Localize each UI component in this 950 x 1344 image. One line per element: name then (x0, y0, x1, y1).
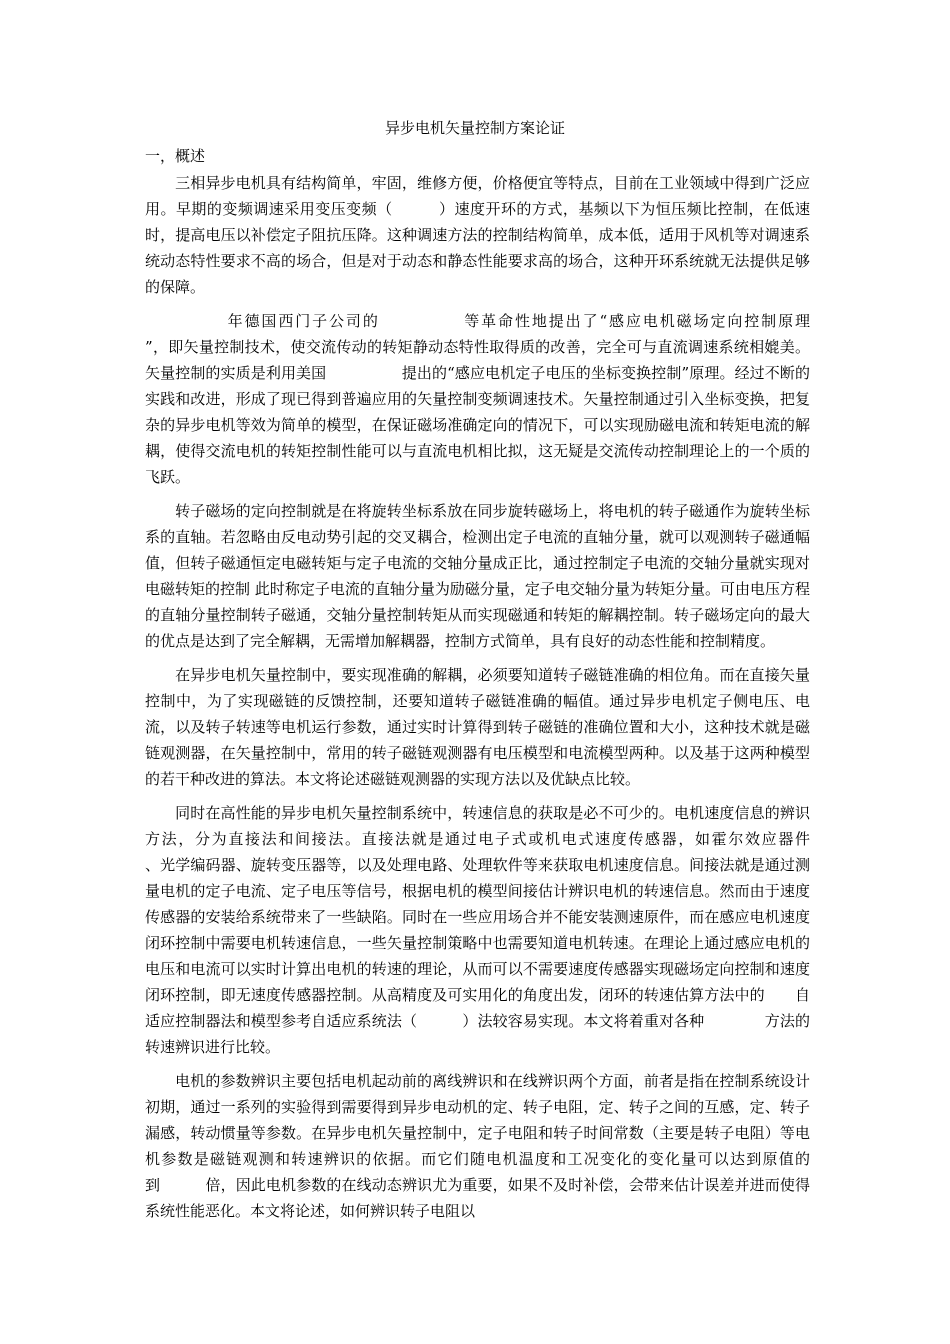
paragraph-3: 转子磁场的定向控制就是在将旋转坐标系放在同步旋转磁场上，将电机的转子磁通作为旋转坐标系的直轴。若忽略由反电动势引起的交叉耦合，检测出定子电流的直轴分量，就可以观测转子磁通幅值，但转子磁通恒定电磁转矩与定子电流的交轴分量成正比，通过控制定子电流的交轴分量就实现对电磁转矩的控制 此时称定子电流的直轴分量为励磁分量，定子电交轴分量为转矩分量。可由电压方程的直轴分量控制转子磁通，交轴分量控制转矩从而实现磁通和转矩的解耦控制。转子磁场定向的最大的优点是达到了完全解耦，无需增加解耦器，控制方式简单，具有良好的动态性能和控制精度。 (145, 502, 810, 650)
document-body (145, 170, 916, 1232)
paragraph-5: 同时在高性能的异步电机矢量控制系统中，转速信息的获取是必不可少的。电机速度信息的辨识方法，分为直接法和间接法。直接法就是通过电子式或机电式速度传感器，如霍尔效应器件 、光学编码器、旋转变压器等，以及处理电路、处理软件等来获取电机速度信息。间接法就是通过测量电机的定子电流、定子电压等信号，根据电机的模型间接估计辨识电机的转速信息。然而由于速度传感器的安装给系统带来了一些缺陷。同时在一些应用场合并不能安装测速原件，而在感应电机速度闭环控制中需要电机转速信息，一些矢量控制策略中也需要知道电机转速。在理论上通过感应电机的电压和电流可以实时计算出电机的转速的理论，从而可以不需要速度传感器实现磁场定向控制和速度闭环控制，即无速度传感器控制。从高精度及可实用化的角度出发，闭环的转速估算方法中的 自适应控制器法和模型参考自适应系统法（ ）法较容易实现。本文将着重对各种 方法的转速辨识进行比较。 (145, 804, 871, 1056)
paragraph-1: 三相异步电机具有结构简单，牢固，维修方便，价格便宜等特点，目前在工业领域中得到广泛应用。早期的变频调速采用变压变频（ ）速度开环的方式，基频以下为恒压频比控制，在低速时，提高电压以补偿定子阻抗压降。这种调速方法的控制结构简单，成本低，适用于风机等对调速系统动态特性要求不高的场合，但是对于动态和静态性能要求高的场合，这种开环系统就无法提供足够的保障。 (145, 174, 810, 296)
section-heading: 一，概述 (145, 147, 206, 165)
document-title: 异步电机矢量控制方案论证 (384, 119, 565, 137)
paragraph-6: 电机的参数辨识主要包括电机起动前的离线辨识和在线辨识两个方面，前者是指在控制系统设计初期，通过一系列的实验得到需要得到异步电动机的定、转子电阻，定、转子之间的互感，定、转子漏感，转动惯量等参数。在异步电机矢量控制中，定子电阻和转子时间常数（主要是转子电阻）等电机参数是磁链观测和转速辨识的依据。而它们随电机温度和工况变化的变化量可以达到原值的 到 倍，因此电机参数的在线动态辨识尤为重要，如果不及时补偿，会带来估计误差并进而使得系统性能恶化。本文将论述，如何辨识转子电阻以 (145, 1072, 856, 1220)
paragraph-2: 年德国西门子公司的 等革命性地提出了“感应电机磁场定向控制原理 ”，即矢量控制技术，使交流传动的转矩静动态特性取得质的改善，完全可与直流调速系统相媲美。矢量控制的实质是利用美国 提出的“感应电机定子电压的坐标变换控制”原理。经过不断的实践和改进，形成了现已得到普遍应用的矢量控制变频调速技术。矢量控制通过引入坐标变换，把复杂的异步电机等效为简单的模型，在保证磁场准确定向的情况下，可以实现励磁电流和转矩电流的解耦，使得交流电机的转矩控制性能可以与直流电机相比拟，这无疑是交流传动控制理论上的一个质的飞跃。 (145, 312, 916, 486)
paragraph-4: 在异步电机矢量控制中，要实现准确的解耦，必须要知道转子磁链准确的相位角。而在直接矢量控制中，为了实现磁链的反馈控制，还要知道转子磁链准确的幅值。通过异步电机定子侧电压、电流，以及转子转速等电机运行参数，通过实时计算得到转子磁链的准确位置和大小，这种技术就是磁链观测器，在矢量控制中，常用的转子磁链观测器有电压模型和电流模型两种。以及基于这两种模型的若干种改进的算法。本文将论述磁链观测器的实现方法以及优缺点比较。 (145, 666, 810, 788)
